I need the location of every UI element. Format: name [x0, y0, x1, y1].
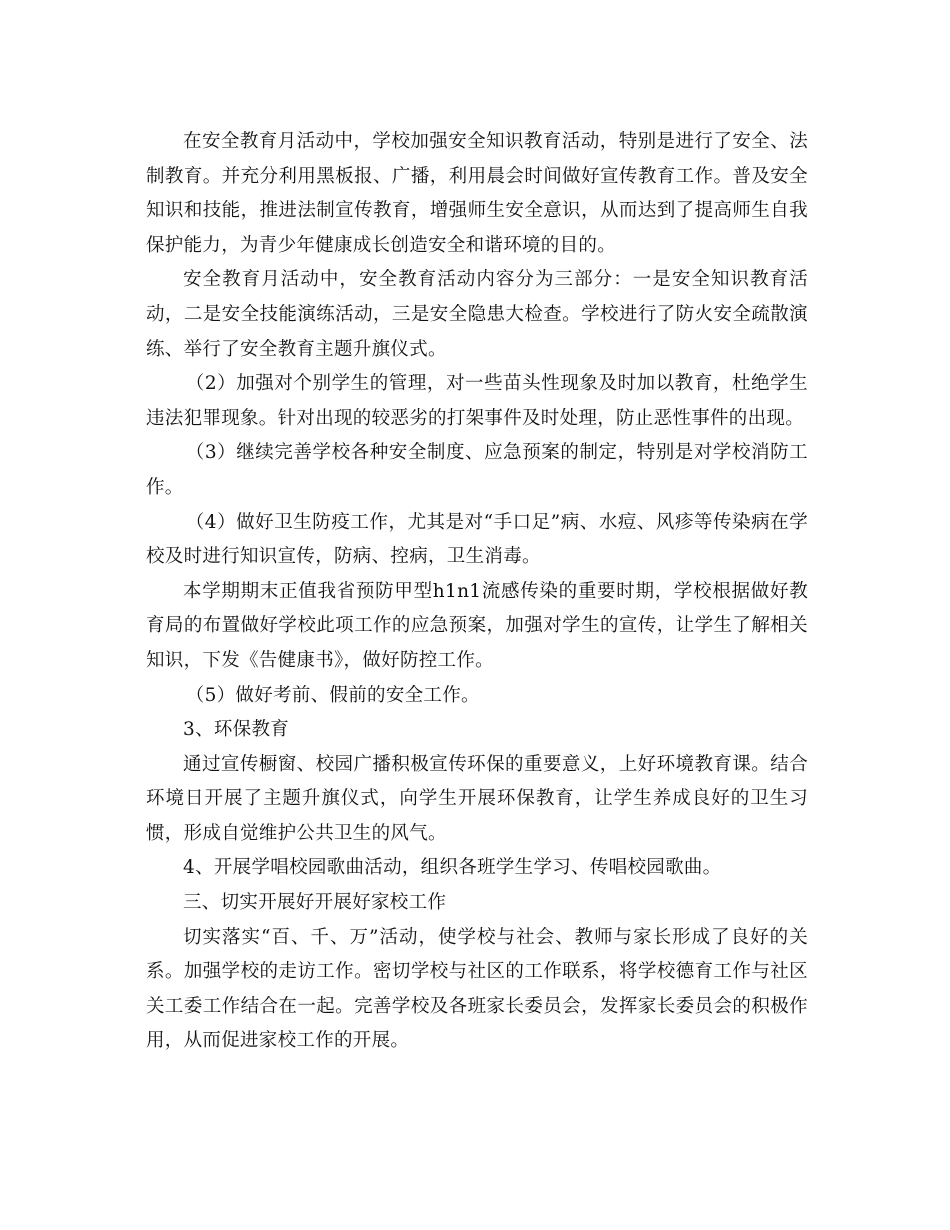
paragraph-item-3: （3）继续完善学校各种安全制度、应急预案的制定，特别是对学校消防工作。 — [146, 442, 808, 498]
document-body — [146, 125, 808, 1059]
paragraph-safety-activities: 安全教育月活动中，安全教育活动内容分为三部分：一是安全知识教育活动，二是安全技能演练活动，三是安全隐患大检查。学校进行了防火安全疏散演练、举行了安全教育主题升旗仪式。 — [146, 269, 808, 360]
heading-environment: 3、环保教育 — [183, 719, 290, 741]
paragraph-item-5: （5）做好考前、假前的安全工作。 — [185, 684, 480, 706]
paragraph-item-2: （2）加强对个别学生的管理，对一些苗头性现象及时加以教育，杜绝学生违法犯罪现象。针对出现的较恶劣的打架事件及时处理，防止恶性事件的出现。 — [146, 373, 808, 429]
paragraph-songs: 4、开展学唱校园歌曲活动，组织各班学生学习、传唱校园歌曲。 — [183, 857, 722, 879]
paragraph-home-school: 切实落实“百、千、万”活动，使学校与社会、教师与家长形成了良好的关系。加强学校的走访工作。密切学校与社区的工作联系，将学校德育工作与社区关工委工作结合在一起。完善学校及各班家长委员会，发挥家长委员会的积极作用，从而促进家校工作的开展。 — [146, 926, 808, 1052]
paragraph-environment: 通过宣传橱窗、校园广播积极宣传环保的重要意义，上好环境教育课。结合环境日开展了主题升旗仪式，向学生开展环保教育，让学生养成良好的卫生习惯，形成自觉维护公共卫生的风气。 — [146, 753, 808, 844]
paragraph-safety-month: 在安全教育月活动中，学校加强安全知识教育活动，特别是进行了安全、法制教育。并充分利用黑板报、广播，利用晨会时间做好宣传教育工作。普及安全知识和技能，推进法制宣传教育，增强师生安全意识，从而达到了提高师生自我保护能力，为青少年健康成长创造安全和谐环境的目的。 — [146, 131, 808, 256]
paragraph-h1n1: 本学期期末正值我省预防甲型h1n1流感传染的重要时期，学校根据做好教育局的布置做好学校此项工作的应急预案，加强对学生的宣传，让学生了解相关知识，下发《告健康书》，做好防控工作。 — [146, 580, 808, 671]
heading-home-school: 三、切实开展好开展好家校工作 — [183, 892, 447, 914]
paragraph-item-4: （4）做好卫生防疫工作，尤其是对“手口足”病、水痘、风疹等传染病在学校及时进行知识宣传，防病、控病，卫生消毒。 — [146, 511, 808, 568]
